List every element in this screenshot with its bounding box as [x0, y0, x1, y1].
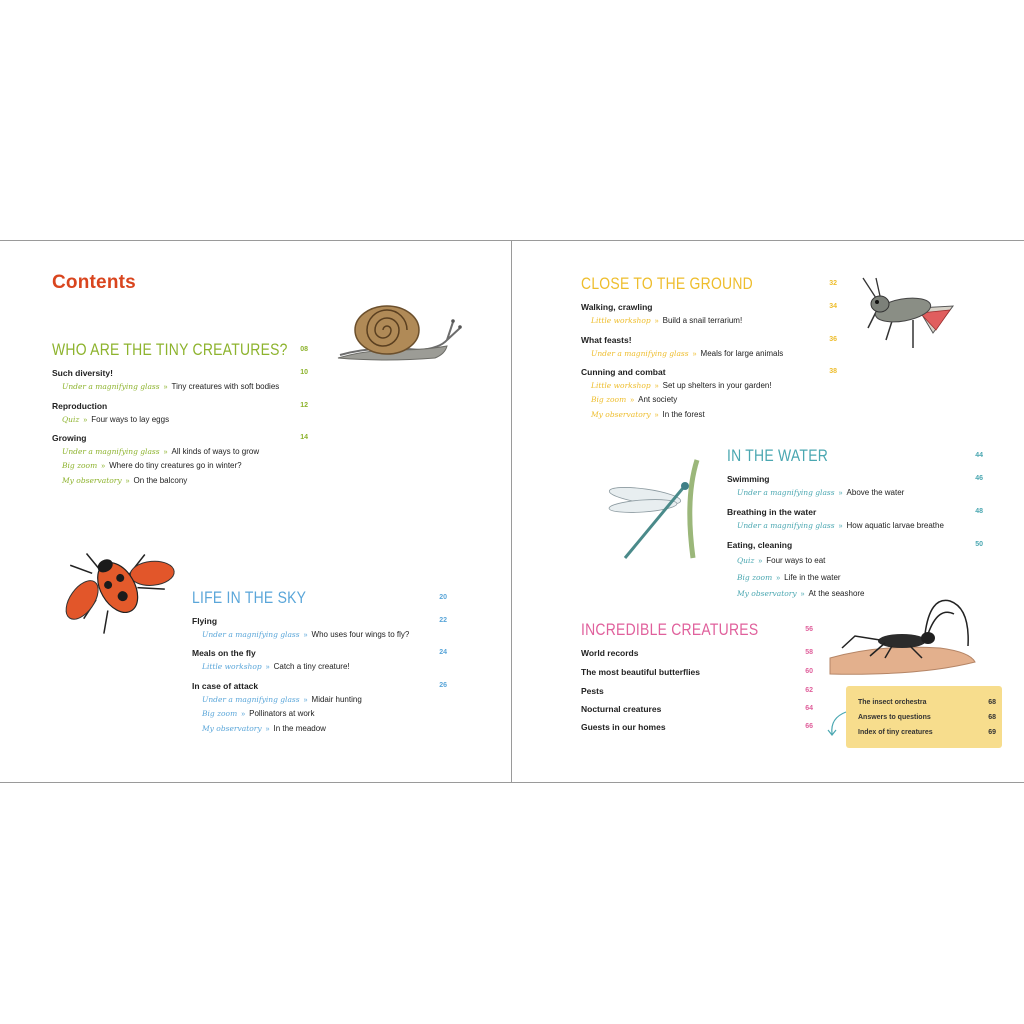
toc-entry[interactable]: Guests in our homes: [581, 722, 666, 732]
chevron-right-icon: »: [163, 384, 168, 391]
extras-label: Answers to questions: [858, 714, 931, 721]
section-title-incredible-creatures: INCREDIBLE CREATURES: [581, 620, 759, 639]
chevron-right-icon: »: [241, 711, 246, 718]
toc-entry[interactable]: Reproduction: [52, 401, 108, 411]
extras-item[interactable]: [858, 729, 996, 736]
sub-text: Four ways to lay eggs: [91, 415, 170, 424]
sub-tag: Under a magnifying glass: [737, 488, 835, 497]
toc-entry[interactable]: Breathing in the water: [727, 507, 817, 517]
chevron-right-icon: »: [692, 351, 697, 358]
toc-sub-entry[interactable]: [591, 395, 677, 404]
snail-illustration: [335, 300, 465, 375]
toc-page: 66: [805, 723, 813, 730]
chevron-right-icon: »: [776, 575, 781, 582]
sub-text: Ant society: [638, 395, 678, 404]
toc-sub-entry[interactable]: [202, 630, 409, 639]
sub-tag: Under a magnifying glass: [202, 695, 300, 704]
toc-sub-entry[interactable]: [591, 316, 742, 325]
sub-text: Four ways to eat: [766, 556, 826, 565]
toc-sub-entry[interactable]: [737, 556, 825, 565]
toc-sub-entry[interactable]: [202, 695, 362, 704]
sub-tag: Quiz: [737, 556, 755, 565]
toc-entry[interactable]: World records: [581, 648, 639, 658]
sub-tag: Big zoom: [737, 573, 773, 582]
toc-page: 64: [805, 705, 813, 712]
toc-sub-entry[interactable]: [591, 381, 772, 390]
section-title-life-in-the-sky: LIFE IN THE SKY: [192, 588, 307, 607]
sub-tag: Under a magnifying glass: [62, 447, 160, 456]
toc-sub-entry[interactable]: [737, 573, 841, 582]
toc-entry[interactable]: Eating, cleaning: [727, 540, 793, 550]
sub-text: Catch a tiny creature!: [273, 662, 350, 671]
sub-text: Midair hunting: [311, 695, 362, 704]
sub-text: How aquatic larvae breathe: [846, 521, 944, 530]
damselfly-illustration: [605, 458, 705, 568]
sub-tag: Under a magnifying glass: [62, 382, 160, 391]
sub-text: Tiny creatures with soft bodies: [171, 382, 280, 391]
sub-tag: Little workshop: [591, 381, 651, 390]
sub-text: All kinds of ways to grow: [171, 447, 260, 456]
toc-entry[interactable]: Cunning and combat: [581, 367, 666, 377]
sub-tag: Little workshop: [202, 662, 262, 671]
toc-page: 22: [439, 617, 447, 624]
sub-text: At the seashore: [808, 589, 865, 598]
toc-entry[interactable]: Flying: [192, 616, 218, 626]
extras-label: Index of tiny creatures: [858, 729, 933, 736]
section-page: 32: [829, 280, 837, 287]
toc-entry[interactable]: The most beautiful butterflies: [581, 667, 701, 677]
toc-page: 24: [439, 649, 447, 656]
toc-page: 14: [300, 434, 308, 441]
toc-sub-entry[interactable]: [737, 521, 944, 530]
contents-title: Contents: [52, 272, 136, 293]
sub-tag: Little workshop: [591, 316, 651, 325]
chevron-right-icon: »: [265, 726, 270, 733]
toc-page: 34: [829, 303, 837, 310]
page-gutter: [511, 240, 512, 783]
extras-page: 68: [988, 714, 996, 721]
section-title-tiny-creatures: WHO ARE THE TINY CREATURES?: [52, 340, 288, 359]
toc-page: 50: [975, 541, 983, 548]
sub-tag: Under a magnifying glass: [737, 521, 835, 530]
sub-tag: Big zoom: [591, 395, 627, 404]
extras-item[interactable]: [858, 699, 996, 706]
toc-page: 10: [300, 369, 308, 376]
toc-page: 26: [439, 682, 447, 689]
toc-sub-entry[interactable]: [62, 415, 169, 424]
chevron-right-icon: »: [303, 632, 308, 639]
chevron-right-icon: »: [654, 412, 659, 419]
extras-label: The insect orchestra: [858, 699, 927, 706]
extras-page: 69: [988, 729, 996, 736]
extras-page: 68: [988, 699, 996, 706]
toc-sub-entry[interactable]: [62, 461, 242, 470]
toc-sub-entry[interactable]: [62, 382, 279, 391]
sub-text: Life in the water: [784, 573, 841, 582]
toc-entry[interactable]: Swimming: [727, 474, 770, 484]
section-title-in-the-water: IN THE WATER: [727, 446, 829, 465]
toc-sub-entry[interactable]: [591, 349, 783, 358]
sub-text: Build a snail terrarium!: [662, 316, 743, 325]
section-page: 44: [975, 452, 983, 459]
toc-page: 48: [975, 508, 983, 515]
toc-entry[interactable]: Pests: [581, 686, 604, 696]
sub-text: On the balcony: [133, 476, 188, 485]
toc-sub-entry[interactable]: [202, 662, 350, 671]
toc-entry[interactable]: Nocturnal creatures: [581, 704, 662, 714]
sub-text: Set up shelters in your garden!: [662, 381, 772, 390]
toc-page: 60: [805, 668, 813, 675]
toc-sub-entry[interactable]: [62, 447, 259, 456]
chevron-right-icon: »: [800, 591, 805, 598]
section-title-close-to-the-ground: CLOSE TO THE GROUND: [581, 274, 753, 293]
sub-text: In the meadow: [273, 724, 326, 733]
toc-sub-entry[interactable]: [62, 476, 187, 485]
sub-tag: My observatory: [202, 724, 262, 733]
toc-sub-entry[interactable]: [737, 488, 904, 497]
chevron-right-icon: »: [630, 397, 635, 404]
fire-bug-illustration: [62, 540, 182, 630]
sub-tag: Big zoom: [62, 461, 98, 470]
chevron-right-icon: »: [654, 383, 659, 390]
chevron-right-icon: »: [101, 463, 106, 470]
toc-entry[interactable]: Growing: [52, 433, 87, 443]
extras-item[interactable]: [858, 714, 996, 721]
chevron-right-icon: »: [303, 697, 308, 704]
cricket-illustration: [830, 596, 980, 676]
section-page: 56: [805, 626, 813, 633]
toc-sub-entry[interactable]: [202, 709, 314, 718]
chevron-right-icon: »: [125, 478, 130, 485]
sub-text: Meals for large animals: [700, 349, 784, 358]
section-page: 20: [439, 594, 447, 601]
sub-tag: My observatory: [62, 476, 122, 485]
toc-page: 62: [805, 687, 813, 694]
toc-entry[interactable]: Walking, crawling: [581, 302, 653, 312]
sub-text: Above the water: [846, 488, 905, 497]
chevron-right-icon: »: [83, 417, 88, 424]
section-page: 08: [300, 346, 308, 353]
sub-text: In the forest: [662, 410, 705, 419]
chevron-right-icon: »: [265, 664, 270, 671]
chevron-right-icon: »: [838, 490, 843, 497]
toc-entry[interactable]: In case of attack: [192, 681, 259, 691]
toc-entry[interactable]: What feasts!: [581, 335, 632, 345]
sub-text: Who uses four wings to fly?: [311, 630, 410, 639]
toc-page: 58: [805, 649, 813, 656]
chevron-right-icon: »: [838, 523, 843, 530]
toc-entry[interactable]: Meals on the fly: [192, 648, 256, 658]
chevron-right-icon: »: [654, 318, 659, 325]
sub-text: Where do tiny creatures go in winter?: [109, 461, 242, 470]
sub-tag: My observatory: [591, 410, 651, 419]
sub-text: Pollinators at work: [249, 709, 315, 718]
grasshopper-illustration: [858, 278, 958, 353]
chevron-right-icon: »: [758, 558, 763, 565]
toc-page: 36: [829, 336, 837, 343]
toc-sub-entry[interactable]: [202, 724, 326, 733]
toc-page: 12: [300, 402, 308, 409]
sub-tag: Under a magnifying glass: [202, 630, 300, 639]
toc-sub-entry[interactable]: [591, 410, 705, 419]
toc-page: 38: [829, 368, 837, 375]
toc-entry[interactable]: Such diversity!: [52, 368, 113, 378]
toc-page: 46: [975, 475, 983, 482]
sub-tag: My observatory: [737, 589, 797, 598]
chevron-right-icon: »: [163, 449, 168, 456]
sub-tag: Under a magnifying glass: [591, 349, 689, 358]
sub-tag: Big zoom: [202, 709, 238, 718]
curved-arrow-icon: [826, 708, 850, 738]
extras-box: [846, 686, 1002, 748]
sub-tag: Quiz: [62, 415, 80, 424]
